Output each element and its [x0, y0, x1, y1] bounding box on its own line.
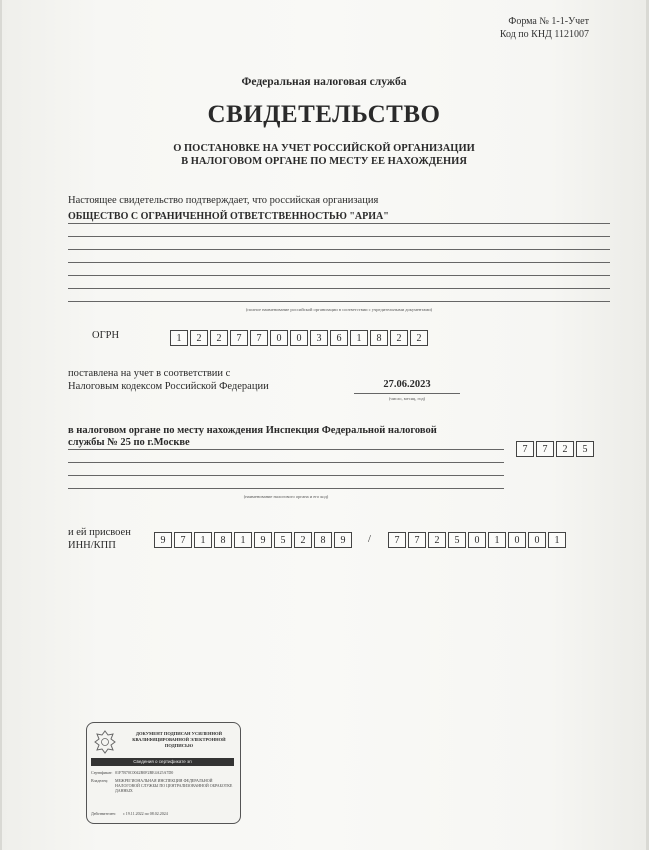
- authority-code-digit: 2: [556, 441, 574, 457]
- inn-digit: 8: [314, 532, 332, 548]
- ogrn-digit: 2: [410, 330, 428, 346]
- org-line-5: [68, 275, 610, 276]
- ogrn-label: ОГРН: [92, 330, 120, 341]
- org-line-4: [68, 262, 610, 263]
- kpp-digit: 5: [448, 532, 466, 548]
- form-number: [500, 15, 589, 41]
- registered-line-2: Налоговым кодексом Российской Федерации: [68, 381, 269, 392]
- authority-code-digit: 7: [516, 441, 534, 457]
- org-line-7: [68, 301, 610, 302]
- agency-name: Федеральная налоговая служба: [241, 76, 407, 88]
- ogrn-cells: [170, 330, 430, 346]
- certificate-page: [2, 0, 646, 850]
- inn-kpp-label-2: ИНН/КПП: [68, 540, 116, 551]
- kpp-digit: 1: [488, 532, 506, 548]
- kpp-digit: 0: [468, 532, 486, 548]
- ogrn-digit: 2: [190, 330, 208, 346]
- authority-code-digit: 5: [576, 441, 594, 457]
- registered-line-1: поставлена на учет в соответствии с: [68, 368, 231, 379]
- authority-line-3: [68, 475, 504, 476]
- valid-value: с 19.11.2022 по 08.02.2024: [123, 811, 168, 816]
- date-line: [354, 393, 460, 394]
- ogrn-digit: 6: [330, 330, 348, 346]
- ogrn-digit: 7: [250, 330, 268, 346]
- inn-digit: 5: [274, 532, 292, 548]
- inn-digit: 1: [194, 532, 212, 548]
- signature-header: ДОКУМЕНТ ПОДПИСАН УСИЛЕННОЙ КВАЛИФИЦИРОВАННОЙ ЭЛЕКТРОННОЙ ПОДПИСЬЮ: [132, 731, 226, 748]
- electronic-signature-stamp: [86, 722, 241, 824]
- org-line-2: [68, 236, 610, 237]
- authority-code-digit: 7: [536, 441, 554, 457]
- valid-label: Действителен:: [91, 811, 116, 816]
- ogrn-digit: 1: [170, 330, 188, 346]
- knd-code-line: Код по КНД 1121007: [499, 29, 589, 40]
- organization-name: ОБЩЕСТВО С ОГРАНИЧЕННОЙ ОТВЕТСТВЕННОСТЬЮ "АРИА": [68, 211, 389, 222]
- authority-code-cells: [516, 441, 596, 457]
- tax-authority-line-2: службы № 25 по г.Москве: [68, 437, 190, 448]
- ogrn-digit: 0: [290, 330, 308, 346]
- kpp-digit: 2: [428, 532, 446, 548]
- authority-line-2: [68, 462, 504, 463]
- certificate-bar: Сведения о сертификате эп: [91, 758, 234, 766]
- authority-line-1: [68, 449, 504, 450]
- document-subtitle: [2, 142, 646, 168]
- owner-value: МЕЖРЕГИОНАЛЬНАЯ ИНСПЕКЦИЯ ФЕДЕРАЛЬНОЙ НАЛОГОВОЙ СЛУЖБЫ ПО ЦЕНТРАЛИЗОВАННОЙ ОБРАБОТКЕ ДАННЫХ: [115, 778, 233, 793]
- form-number-line: Форма № 1-1-Учет: [508, 16, 589, 27]
- document-title: СВИДЕТЕЛЬСТВО: [207, 101, 441, 128]
- ogrn-digit: 0: [270, 330, 288, 346]
- certificate-label: Сертификат:: [91, 770, 113, 775]
- org-line-6: [68, 288, 610, 289]
- kpp-cells: [388, 532, 568, 548]
- certificate-value: 01F7B70C0042B0F2BE4A25A7D0: [115, 770, 174, 775]
- inn-digit: 1: [234, 532, 252, 548]
- inn-digit: 7: [174, 532, 192, 548]
- owner-label: Владелец:: [91, 778, 109, 783]
- subtitle-line-2: В НАЛОГОВОМ ОРГАНЕ ПО МЕСТУ ЕЕ НАХОЖДЕНИЯ: [181, 156, 467, 167]
- kpp-digit: 7: [408, 532, 426, 548]
- inn-cells: [154, 532, 354, 548]
- ogrn-digit: 2: [210, 330, 228, 346]
- org-caption: (полное наименование российской организации в соответствии с учредительными документами): [245, 307, 433, 312]
- inn-digit: 9: [254, 532, 272, 548]
- org-line-1: [68, 223, 610, 224]
- org-line-3: [68, 249, 610, 250]
- inn-digit: 8: [214, 532, 232, 548]
- intro-text: Настоящее свидетельство подтверждает, что российская организация: [68, 195, 379, 206]
- kpp-digit: 0: [528, 532, 546, 548]
- emblem-icon: [93, 729, 117, 755]
- kpp-digit: 1: [548, 532, 566, 548]
- inn-digit: 9: [334, 532, 352, 548]
- ogrn-digit: 7: [230, 330, 248, 346]
- date-caption: (число, месяц, год): [388, 396, 426, 401]
- authority-caption: (наименование налогового органа и его код): [243, 494, 329, 499]
- ogrn-digit: 3: [310, 330, 328, 346]
- authority-line-4: [68, 488, 504, 489]
- inn-digit: 9: [154, 532, 172, 548]
- inn-digit: 2: [294, 532, 312, 548]
- ogrn-digit: 8: [370, 330, 388, 346]
- tax-authority-line-1: в налоговом органе по месту нахождения Инспекция Федеральной налоговой: [68, 425, 437, 436]
- kpp-digit: 0: [508, 532, 526, 548]
- ogrn-digit: 1: [350, 330, 368, 346]
- registration-date: 27.06.2023: [383, 379, 431, 390]
- kpp-digit: 7: [388, 532, 406, 548]
- inn-kpp-label-1: и ей присвоен: [68, 527, 131, 538]
- subtitle-line-1: О ПОСТАНОВКЕ НА УЧЕТ РОССИЙСКОЙ ОРГАНИЗАЦИИ: [173, 143, 475, 154]
- inn-kpp-separator: /: [368, 534, 371, 545]
- ogrn-digit: 2: [390, 330, 408, 346]
